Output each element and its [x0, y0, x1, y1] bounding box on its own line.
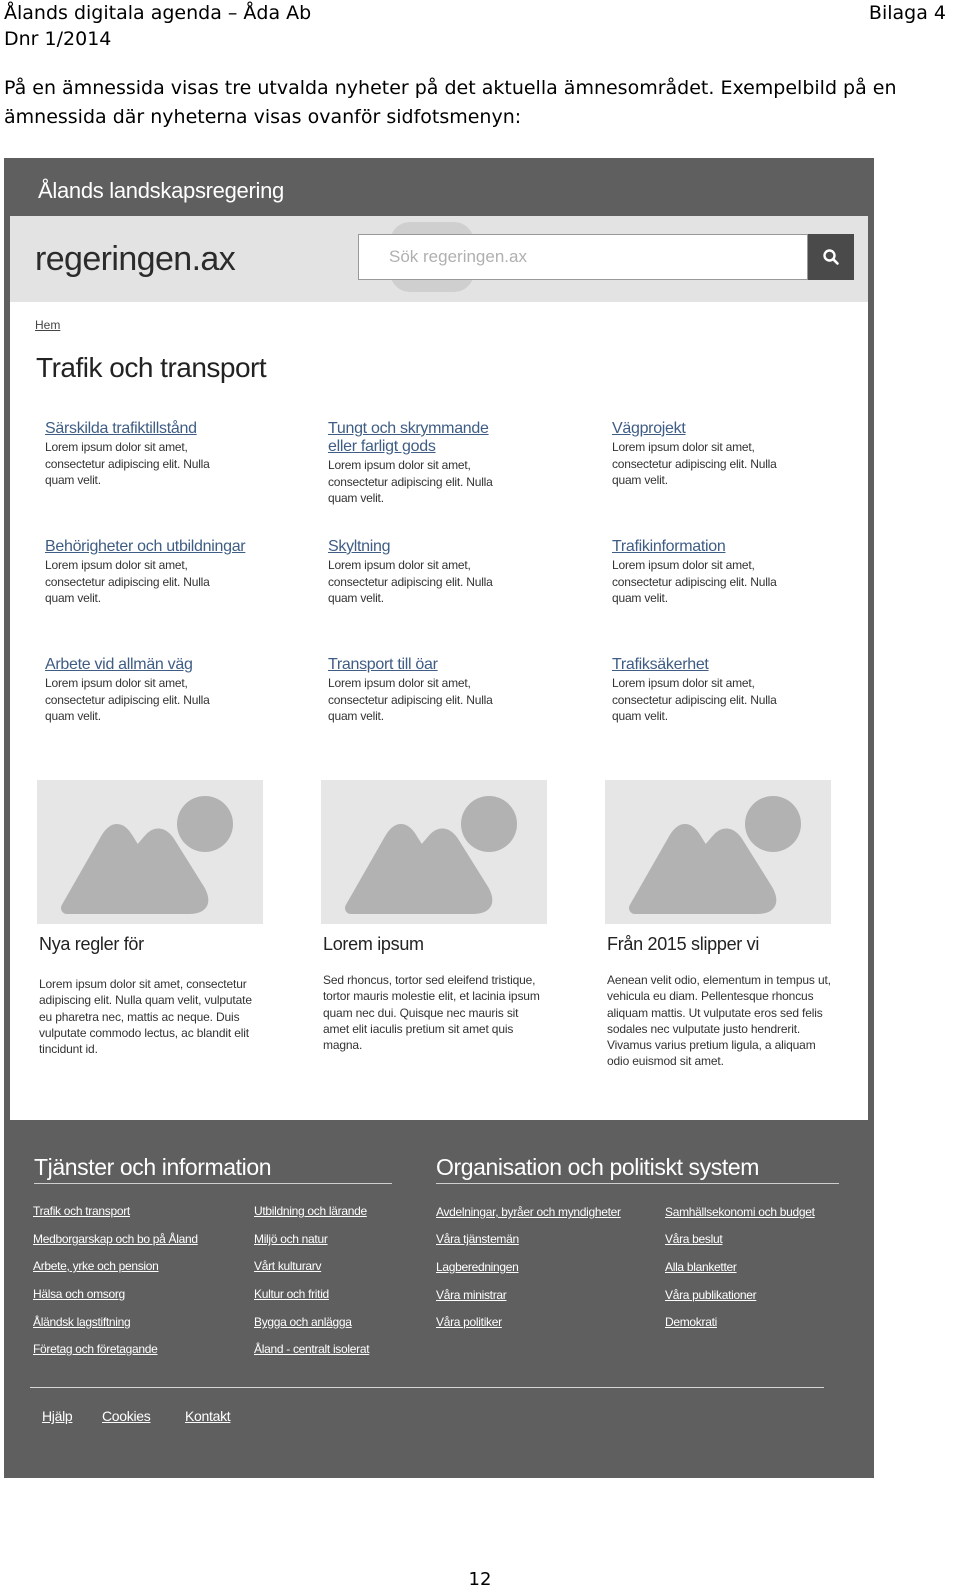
- site-owner-title: Ålands landskapsregering: [38, 178, 284, 203]
- page-title: Trafik och transport: [36, 352, 267, 383]
- news-image[interactable]: [37, 780, 263, 924]
- footer-contact-link[interactable]: Kontakt: [185, 1408, 231, 1424]
- topic-item: [45, 656, 285, 725]
- footer-link[interactable]: Medborgarskap och bo på Åland: [33, 1232, 198, 1246]
- footer-link[interactable]: Bygga och anlägga: [254, 1315, 352, 1329]
- footer-link[interactable]: Vårt kulturarv: [254, 1259, 322, 1273]
- mockup-content: [10, 302, 868, 1120]
- topic-item: [612, 656, 852, 725]
- site-logo[interactable]: regeringen.ax: [35, 240, 236, 278]
- footer-link[interactable]: Lagberedningen: [436, 1260, 519, 1274]
- footer-link[interactable]: Våra ministrar: [436, 1288, 507, 1302]
- topic-description: Lorem ipsum dolor sit amet, consectetur adipiscing elit. Nulla quam velit.: [328, 558, 493, 605]
- footer-divider: [436, 1183, 839, 1184]
- topic-link[interactable]: Särskilda trafiktillstånd: [45, 420, 197, 437]
- topic-link[interactable]: Trafikinformation: [612, 538, 726, 555]
- footer-link[interactable]: Arbete, yrke och pension: [33, 1259, 159, 1273]
- page-number: 12: [468, 1569, 492, 1590]
- news-card[interactable]: [321, 780, 547, 1053]
- topic-item: [328, 656, 568, 725]
- footer-divider: [34, 1183, 392, 1184]
- topic-link[interactable]: Trafiksäkerhet: [612, 656, 709, 673]
- topic-item: [45, 538, 285, 607]
- search-icon: [822, 248, 840, 266]
- topic-link[interactable]: Arbete vid allmän väg: [45, 656, 193, 673]
- footer-link[interactable]: Demokrati: [665, 1315, 717, 1329]
- footer-link[interactable]: Åland - centralt isolerat: [254, 1342, 370, 1356]
- footer-link[interactable]: Våra publikationer: [665, 1288, 757, 1302]
- footer-link[interactable]: Åländsk lagstiftning: [33, 1315, 131, 1329]
- news-image[interactable]: [321, 780, 547, 924]
- news-title[interactable]: Från 2015 slipper vi: [607, 934, 760, 954]
- website-mockup: [4, 158, 874, 1478]
- topic-link[interactable]: Behörigheter och utbildningar: [45, 538, 246, 555]
- news-card[interactable]: [37, 780, 263, 1057]
- footer-link[interactable]: Miljö och natur: [254, 1232, 328, 1246]
- topic-link[interactable]: Tungt och skrymmande eller farligt gods: [328, 420, 489, 455]
- news-image[interactable]: [605, 780, 831, 924]
- footer-link[interactable]: Våra politiker: [436, 1315, 502, 1329]
- document-reference: Dnr 1/2014: [4, 28, 112, 50]
- news-card[interactable]: [605, 780, 831, 1069]
- footer-link[interactable]: Våra tjänstemän: [436, 1232, 519, 1246]
- breadcrumb-home[interactable]: Hem: [35, 318, 61, 332]
- topic-description: Lorem ipsum dolor sit amet, consectetur adipiscing elit. Nulla quam velit.: [612, 440, 777, 487]
- topic-description: Lorem ipsum dolor sit amet, consectetur adipiscing elit. Nulla quam velit.: [45, 676, 210, 723]
- topic-link[interactable]: Skyltning: [328, 538, 391, 555]
- footer-link[interactable]: Trafik och transport: [33, 1204, 130, 1218]
- footer-heading-services: Tjänster och information: [34, 1154, 272, 1180]
- footer-link[interactable]: Kultur och fritid: [254, 1287, 329, 1301]
- footer-link[interactable]: Företag och företagande: [33, 1342, 158, 1356]
- footer-link[interactable]: Våra beslut: [665, 1232, 723, 1246]
- topic-description: Lorem ipsum dolor sit amet, consectetur adipiscing elit. Nulla quam velit.: [45, 558, 210, 605]
- search-input[interactable]: Sök regeringen.ax: [358, 234, 808, 280]
- topic-description: Lorem ipsum dolor sit amet, consectetur adipiscing elit. Nulla quam velit.: [612, 676, 777, 723]
- mockup-topbar: [4, 158, 874, 216]
- topic-item: [45, 420, 285, 489]
- news-text: Lorem ipsum dolor sit amet, consectetur adipiscing elit. Nulla quam velit, vulputate eu pharetra nec, mattis ac neque. Duis vulputate commodo lectus, ac blandit elit tincidunt id.: [39, 977, 252, 1057]
- topic-item: [328, 538, 568, 607]
- intro-paragraph: På en ämnessida visas tre utvalda nyheter på det aktuella ämnesområdet. Exempelbild på en ämnessida där nyheterna visas ovanför sidfotsmenyn:: [4, 77, 897, 128]
- topic-item: [612, 420, 852, 489]
- footer-link[interactable]: Samhällsekonomi och budget: [665, 1205, 815, 1219]
- footer-link[interactable]: Alla blanketter: [665, 1260, 737, 1274]
- topic-description: Lorem ipsum dolor sit amet, consectetur adipiscing elit. Nulla quam velit.: [612, 558, 777, 605]
- news-text: Aenean velit odio, elementum in tempus ut, vehicula eu diam. Pellentesque rhoncus aliquam mattis. Ut vulputate eros sed felis sodales nec vulputate justo hendrerit. Vivamus varius pretium ligula, a aliquam odio euismod sit amet.: [607, 973, 831, 1069]
- footer-bottom-divider: [30, 1387, 824, 1388]
- news-title[interactable]: Lorem ipsum: [323, 934, 424, 954]
- topic-item: [612, 538, 852, 607]
- topic-description: Lorem ipsum dolor sit amet, consectetur adipiscing elit. Nulla quam velit.: [328, 458, 493, 505]
- image-placeholder-icon: [321, 780, 547, 924]
- mockup-footer: [4, 1120, 874, 1478]
- footer-link[interactable]: Utbildning och lärande: [254, 1204, 367, 1218]
- footer-help-link[interactable]: Hjälp: [42, 1408, 73, 1424]
- topic-description: Lorem ipsum dolor sit amet, consectetur adipiscing elit. Nulla quam velit.: [328, 676, 493, 723]
- mockup-header: [10, 216, 868, 302]
- document-header-left: [4, 0, 311, 52]
- topic-description: Lorem ipsum dolor sit amet, consectetur adipiscing elit. Nulla quam velit.: [45, 440, 210, 487]
- footer-heading-organisation: Organisation och politiskt system: [436, 1154, 759, 1180]
- image-placeholder-icon: [37, 780, 263, 924]
- topic-link[interactable]: Vägprojekt: [612, 420, 686, 437]
- news-text: Sed rhoncus, tortor sed eleifend tristique, tortor mauris molestie elit, et lacinia ipsum quam nec dui. Quisque nec mauris sit amet elit iaculis pretium sit amet quis magna.: [323, 973, 540, 1053]
- footer-cookies-link[interactable]: Cookies: [102, 1408, 151, 1424]
- search-button[interactable]: [808, 234, 854, 280]
- document-title: Ålands digitala agenda – Åda Ab: [4, 2, 312, 24]
- footer-link[interactable]: Avdelningar, byråer och myndigheter: [436, 1205, 621, 1219]
- appendix-label: Bilaga 4: [868, 2, 946, 24]
- image-placeholder-icon: [605, 780, 831, 924]
- topic-link[interactable]: Transport till öar: [328, 656, 438, 673]
- news-title[interactable]: Nya regler för: [39, 934, 144, 954]
- topic-item: [328, 420, 568, 507]
- footer-link[interactable]: Hälsa och omsorg: [33, 1287, 125, 1301]
